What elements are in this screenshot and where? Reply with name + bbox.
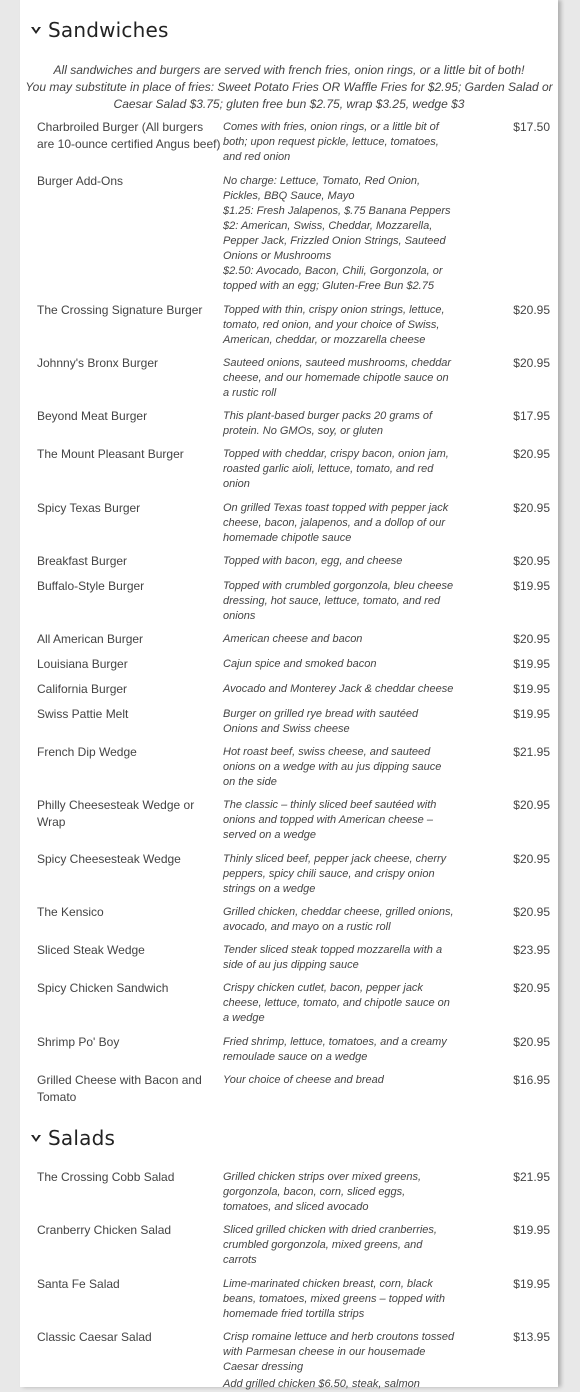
item-description xyxy=(223,446,455,492)
item-description xyxy=(223,681,455,697)
item-price: $19.95 xyxy=(513,657,550,671)
description-line: Crisp romaine lettuce and herb croutons tossed with Parmesan cheese in our housemade Caesar dressing xyxy=(223,1331,455,1373)
item-description xyxy=(223,500,455,546)
item-description xyxy=(223,706,455,737)
description-line: Avocado and Monterey Jack & cheddar cheese xyxy=(223,683,454,695)
menu-item xyxy=(20,631,550,648)
item-price: $20.95 xyxy=(513,303,550,317)
description-line: $1.25: Fresh Jalapenos, $.75 Banana Peppers xyxy=(223,205,451,217)
section-header-1[interactable] xyxy=(20,1126,115,1150)
description-line: Sliced grilled chicken with dried cranberries, crumbled gorgonzola, mixed greens, and carrots xyxy=(223,1224,437,1266)
description-line: On grilled Texas toast topped with pepper jack cheese, bacon, jalapenos, and a dollop of our homemade chipotle sauce xyxy=(223,502,449,544)
description-line: The classic – thinly sliced beef sautéed with onions and topped with American cheese – served on a wedge xyxy=(223,799,437,841)
item-price: $20.95 xyxy=(513,447,550,461)
description-line: Grilled chicken strips over mixed greens, gorgonzola, bacon, corn, sliced eggs, tomatoes, and sliced avocado xyxy=(223,1171,422,1213)
item-description xyxy=(223,1072,455,1088)
chevron-down-icon xyxy=(30,24,48,36)
menu-item xyxy=(20,1169,550,1215)
item-name: Sliced Steak Wedge xyxy=(37,943,145,957)
section-title: Sandwiches xyxy=(48,18,169,42)
item-price: $20.95 xyxy=(513,905,550,919)
item-price: $20.95 xyxy=(513,1035,550,1049)
item-description xyxy=(223,553,455,569)
menu-item xyxy=(20,1376,550,1392)
item-price: $23.95 xyxy=(513,943,550,957)
menu-item xyxy=(20,980,550,1026)
menu-item xyxy=(20,1329,550,1375)
description-line: Comes with fries, onion rings, or a little bit of both; upon request pickle, lettuce, tomatoes, and red onion xyxy=(223,121,439,163)
item-price: $19.95 xyxy=(513,682,550,696)
description-line: Thinly sliced beef, pepper jack cheese, cherry peppers, spicy chili sauce, and crispy onion strings on a wedge xyxy=(223,853,447,895)
chevron-down-icon xyxy=(30,1132,48,1144)
item-name: Swiss Pattie Melt xyxy=(37,707,129,721)
description-line: Crispy chicken cutlet, bacon, pepper jack cheese, lettuce, tomato, and chipotle sauce on a wedge xyxy=(223,982,450,1024)
item-price: $20.95 xyxy=(513,554,550,568)
description-line: Your choice of cheese and bread xyxy=(223,1074,384,1086)
item-description xyxy=(223,942,455,973)
item-name: Spicy Texas Burger xyxy=(37,501,141,515)
menu-item xyxy=(20,408,550,439)
item-price: $19.95 xyxy=(513,1277,550,1291)
item-name: Johnny's Bronx Burger xyxy=(37,356,159,370)
section-header-0[interactable] xyxy=(20,18,169,42)
menu-item xyxy=(20,942,550,973)
menu-item xyxy=(20,1072,550,1106)
description-line: Lime-marinated chicken breast, corn, black beans, tomatoes, mixed greens – topped with homemade fried tortilla strips xyxy=(223,1278,445,1320)
item-name: Charbroiled Burger (All burgers are 10-ounce certified Angus beef) xyxy=(37,120,221,151)
item-name: Buffalo-Style Burger xyxy=(37,579,145,593)
item-price: $17.50 xyxy=(513,120,550,134)
description-line: Burger on grilled rye bread with sautéed Onions and Swiss cheese xyxy=(223,708,419,735)
item-price: $13.95 xyxy=(513,1330,550,1344)
description-line: Topped with bacon, egg, and cheese xyxy=(223,555,403,567)
item-description xyxy=(223,1034,455,1065)
item-description xyxy=(223,851,455,897)
item-description xyxy=(223,1222,455,1268)
menu-item xyxy=(20,302,550,348)
menu-item xyxy=(20,173,550,294)
description-line: This plant-based burger packs 20 grams of protein. No GMOs, soy, or gluten xyxy=(223,410,433,437)
menu-item xyxy=(20,851,550,897)
intro-line: You may substitute in place of fries: Sweet Potato Fries OR Waffle Fries for $2.95; Garden Salad or Caesar Salad $3.75; gluten free bun $2.75, wrap $3.25, wedge $3 xyxy=(25,80,553,111)
menu-item xyxy=(20,355,550,401)
item-price: $19.95 xyxy=(513,579,550,593)
menu-item xyxy=(20,706,550,737)
menu-item xyxy=(20,681,550,698)
description-line: Topped with crumbled gorgonzola, bleu cheese dressing, hot sauce, lettuce, tomato, and red onions xyxy=(223,580,454,622)
item-name: The Mount Pleasant Burger xyxy=(37,447,184,461)
item-price: $17.95 xyxy=(513,409,550,423)
item-name: Classic Caesar Salad xyxy=(37,1330,152,1344)
description-line: American cheese and bacon xyxy=(223,633,363,645)
item-name: Philly Cheesesteak Wedge or Wrap xyxy=(37,798,195,829)
menu-panel xyxy=(20,0,558,1390)
menu-item xyxy=(20,744,550,790)
item-name: The Crossing Cobb Salad xyxy=(37,1170,175,1184)
item-description xyxy=(223,1276,455,1322)
item-price: $21.95 xyxy=(513,745,550,759)
item-description xyxy=(223,173,455,294)
item-price: $19.95 xyxy=(513,707,550,721)
menu-item xyxy=(20,446,550,492)
menu-item xyxy=(20,500,550,546)
item-price: $20.95 xyxy=(513,798,550,812)
description-line: $2: American, Swiss, Cheddar, Mozzarella, Pepper Jack, Frizzled Onion Strings, Sauteed Onions or Mushrooms xyxy=(223,220,446,262)
item-price: $20.95 xyxy=(513,852,550,866)
item-price: $20.95 xyxy=(513,356,550,370)
item-description xyxy=(223,408,455,439)
description-line: Grilled chicken, cheddar cheese, grilled onions, avocado, and mayo on a rustic roll xyxy=(223,906,454,933)
menu-item xyxy=(20,1222,550,1268)
description-line: Sauteed onions, sauteed mushrooms, cheddar cheese, and our homemade chipotle sauce on a rustic roll xyxy=(223,357,452,399)
item-name: Grilled Cheese with Bacon and Tomato xyxy=(37,1073,202,1104)
item-price: $16.95 xyxy=(513,1073,550,1087)
description-line: Tender sliced steak topped mozzarella with a side of au jus dipping sauce xyxy=(223,944,443,971)
menu-item xyxy=(20,119,550,165)
item-name: Cranberry Chicken Salad xyxy=(37,1223,172,1237)
item-description xyxy=(223,1329,455,1375)
item-name: French Dip Wedge xyxy=(37,745,137,759)
item-name: Burger Add-Ons xyxy=(37,174,124,188)
item-name: The Crossing Signature Burger xyxy=(37,303,203,317)
item-description xyxy=(223,656,455,672)
item-price: $19.95 xyxy=(513,1223,550,1237)
item-price: $20.95 xyxy=(513,632,550,646)
description-line: Cajun spice and smoked bacon xyxy=(223,658,377,670)
item-description xyxy=(223,302,455,348)
item-name: Shrimp Po' Boy xyxy=(37,1035,120,1049)
item-description xyxy=(223,797,455,843)
menu-item xyxy=(20,578,550,624)
description-line: No charge: Lettuce, Tomato, Red Onion, Pickles, BBQ Sauce, Mayo xyxy=(223,175,421,202)
description-line: Fried shrimp, lettuce, tomatoes, and a creamy remoulade sauce on a wedge xyxy=(223,1036,447,1063)
description-line: $2.50: Avocado, Bacon, Chili, Gorgonzola, or topped with an egg; Gluten-Free Bun $2.75 xyxy=(223,265,443,292)
item-description xyxy=(223,119,455,165)
item-description xyxy=(223,355,455,401)
item-name: Louisiana Burger xyxy=(37,657,128,671)
menu-item xyxy=(20,1034,550,1065)
item-price: $20.95 xyxy=(513,501,550,515)
description-line: Topped with cheddar, crispy bacon, onion jam, roasted garlic aioli, lettuce, tomato, and red onion xyxy=(223,448,449,490)
menu-item xyxy=(20,904,550,935)
item-description xyxy=(223,744,455,790)
item-description xyxy=(223,980,455,1026)
menu-item xyxy=(20,797,550,843)
item-description xyxy=(223,1169,455,1215)
item-name: Beyond Meat Burger xyxy=(37,409,148,423)
intro-line: All sandwiches and burgers are served with french fries, onion rings, or a little bit of both! xyxy=(53,63,525,77)
item-name: Santa Fe Salad xyxy=(37,1277,120,1291)
item-description xyxy=(223,1376,455,1392)
item-name: Spicy Chicken Sandwich xyxy=(37,981,169,995)
menu-item xyxy=(20,1276,550,1322)
item-name: California Burger xyxy=(37,682,128,696)
item-price: $21.95 xyxy=(513,1170,550,1184)
item-description xyxy=(223,578,455,624)
item-name: Breakfast Burger xyxy=(37,554,128,568)
section-title: Salads xyxy=(48,1126,116,1150)
item-name: The Kensico xyxy=(37,905,104,919)
item-name: All American Burger xyxy=(37,632,144,646)
description-line: Add grilled chicken $6.50, steak, salmon xyxy=(223,1378,420,1390)
item-name: Spicy Cheesesteak Wedge xyxy=(37,852,181,866)
menu-item xyxy=(20,656,550,673)
section-intro xyxy=(20,62,558,113)
item-description xyxy=(223,631,455,647)
description-line: Topped with thin, crispy onion strings, lettuce, tomato, red onion, and your choice of Swiss, American, cheddar, or mozzarella cheese xyxy=(223,304,445,346)
menu-item xyxy=(20,553,550,570)
item-price: $20.95 xyxy=(513,981,550,995)
description-line: Hot roast beef, swiss cheese, and sauteed onions on a wedge with au jus dipping sauce on the side xyxy=(223,746,442,788)
item-description xyxy=(223,904,455,935)
